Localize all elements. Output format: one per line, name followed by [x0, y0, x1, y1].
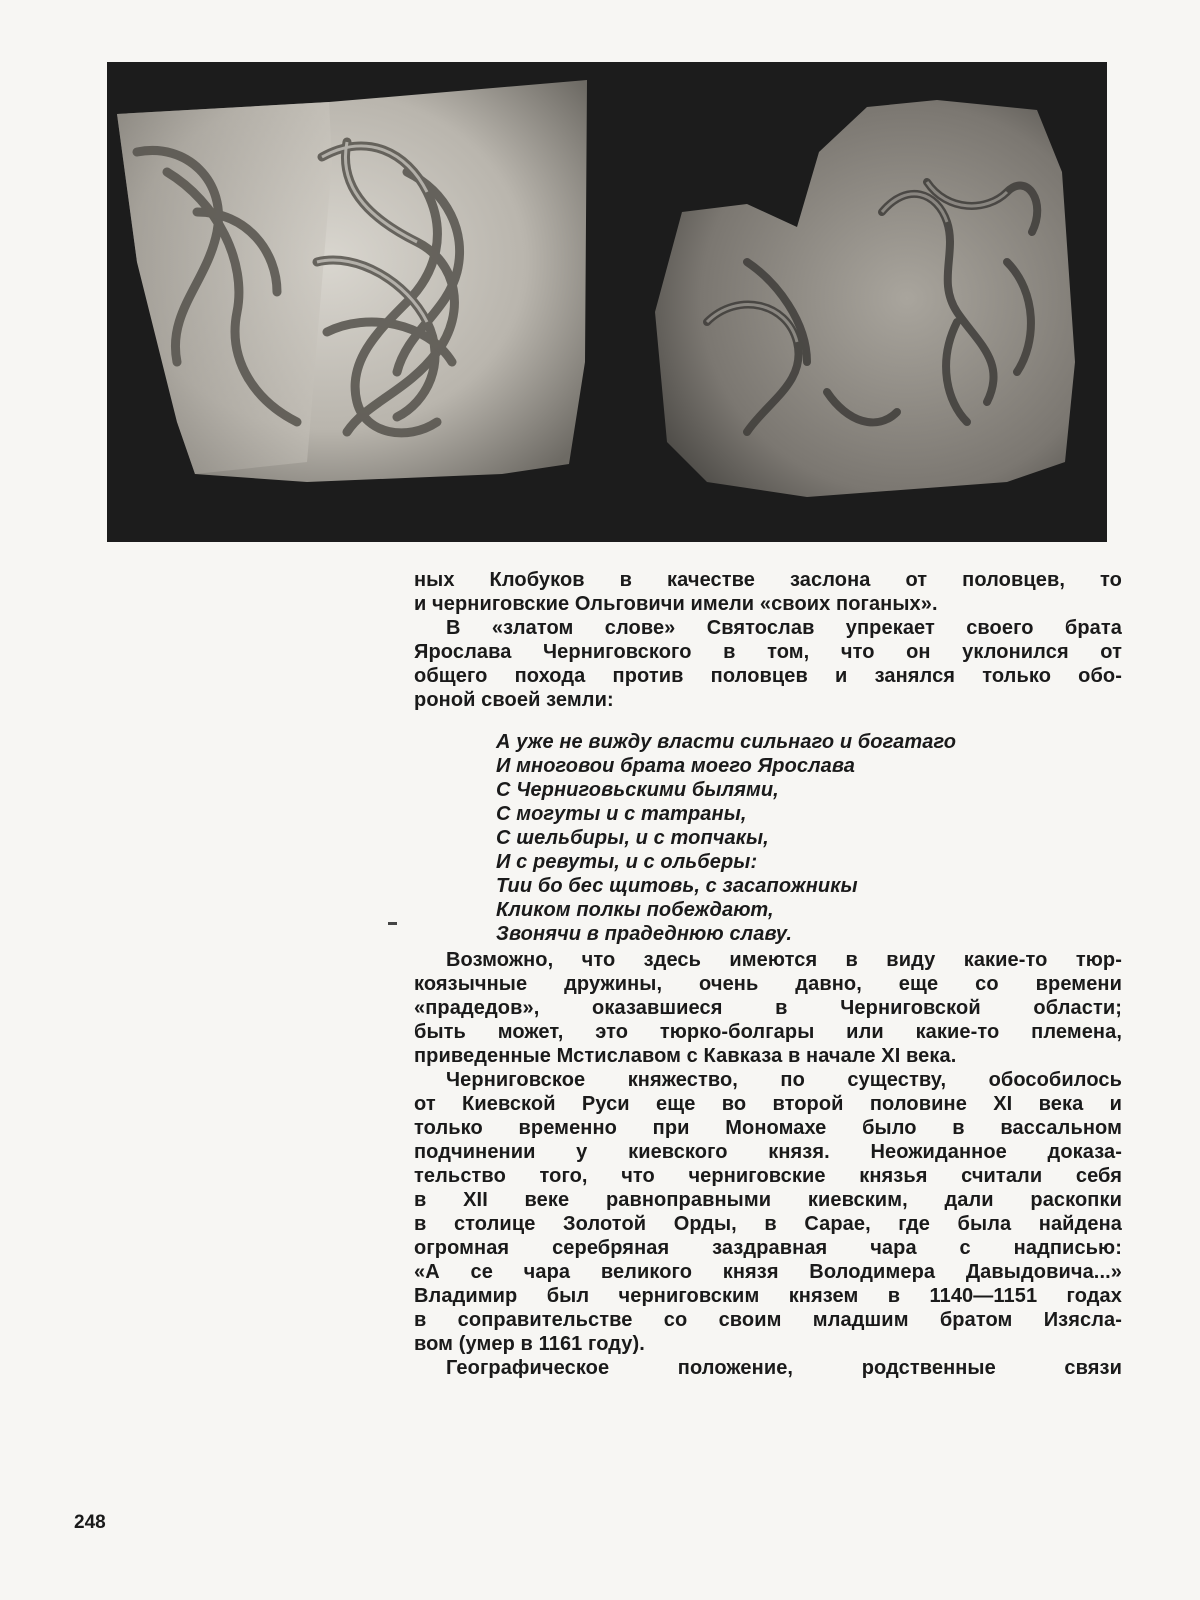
text-line: общего похода против половцев и занялся только обо-: [414, 665, 1122, 687]
text-line: и черниговские Ольговичи имели «своих поганых».: [414, 593, 938, 615]
text-line: подчинении у киевского князя. Неожиданное доказа-: [414, 1141, 1122, 1163]
text-line: тельство того, что черниговские князья считали себя: [414, 1165, 1122, 1187]
verse-line: С Черниговьскими былями,: [496, 779, 779, 801]
text-line: Ярослава Черниговского в том, что он уклонился от: [414, 641, 1122, 663]
text-line: Возможно, что здесь имеются в виду какие-то тюр-: [446, 949, 1122, 971]
text-line: Владимир был черниговским князем в 1140—1151 годах: [414, 1285, 1122, 1307]
text-line: в столице Золотой Орды, в Сарае, где была найдена: [414, 1213, 1122, 1235]
text-line: «прадедов», оказавшиеся в Черниговской области;: [414, 997, 1122, 1019]
verse-line: С могуты и с татраны,: [496, 803, 747, 825]
text-line: в XII веке равноправными киевским, дали раскопки: [414, 1189, 1122, 1211]
text-line: приведенные Мстиславом с Кавказа в начале XI века.: [414, 1045, 957, 1067]
text-line: Географическое положение, родственные связи: [446, 1357, 1122, 1379]
text-line: от Киевской Руси еще во второй половине XI века и: [414, 1093, 1122, 1115]
verse-line: С шельбиры, и с топчакы,: [496, 827, 769, 849]
verse-line: Звонячи в прадеднюю славу.: [496, 923, 792, 945]
text-line: быть может, это тюрко-болгары или какие-то племена,: [414, 1021, 1122, 1043]
paragraph-1: [414, 568, 1122, 616]
text-line: вом (умер в 1161 году).: [414, 1333, 645, 1355]
text-line: ных Клобуков в качестве заслона от половцев, то: [414, 569, 1122, 591]
verse-line: Кликом полкы побеждают,: [496, 899, 774, 921]
paragraph-4: [414, 1068, 1122, 1356]
text-line: в соправительстве со своим младшим братом Изясла-: [414, 1309, 1122, 1331]
left-stone-block: [117, 80, 587, 482]
paragraph-3: [414, 948, 1122, 1068]
text-line: только временно при Мономахе было в вассальном: [414, 1117, 1122, 1139]
body-text: [414, 568, 1122, 1380]
verse-line: И с ревуты, и с ольберы:: [496, 851, 758, 873]
text-line: огромная серебряная заздравная чара с надписью:: [414, 1237, 1122, 1259]
text-line: В «златом слове» Святослав упрекает своего брата: [446, 617, 1122, 639]
text-line: Черниговское княжество, по существу, обособилось: [446, 1069, 1122, 1091]
text-line: «А се чара великого князя Володимера Давыдовича...»: [414, 1261, 1122, 1283]
carved-stones-photo: [107, 62, 1107, 542]
verse-line: Тии бо бес щитовь, с засапожникы: [496, 875, 858, 897]
verse-line: И многовои брата моего Ярослава: [496, 755, 856, 777]
text-line: роной своей земли:: [414, 689, 614, 711]
verse-line: А уже не вижду власти сильнаго и богатаго: [496, 731, 957, 753]
paragraph-2: [414, 616, 1122, 712]
margin-mark: [388, 922, 397, 925]
verse-quote: [496, 730, 1122, 946]
page-number: 248: [74, 1512, 106, 1533]
paragraph-5: [414, 1356, 1122, 1380]
text-line: коязычные дружины, очень давно, еще со времени: [414, 973, 1122, 995]
